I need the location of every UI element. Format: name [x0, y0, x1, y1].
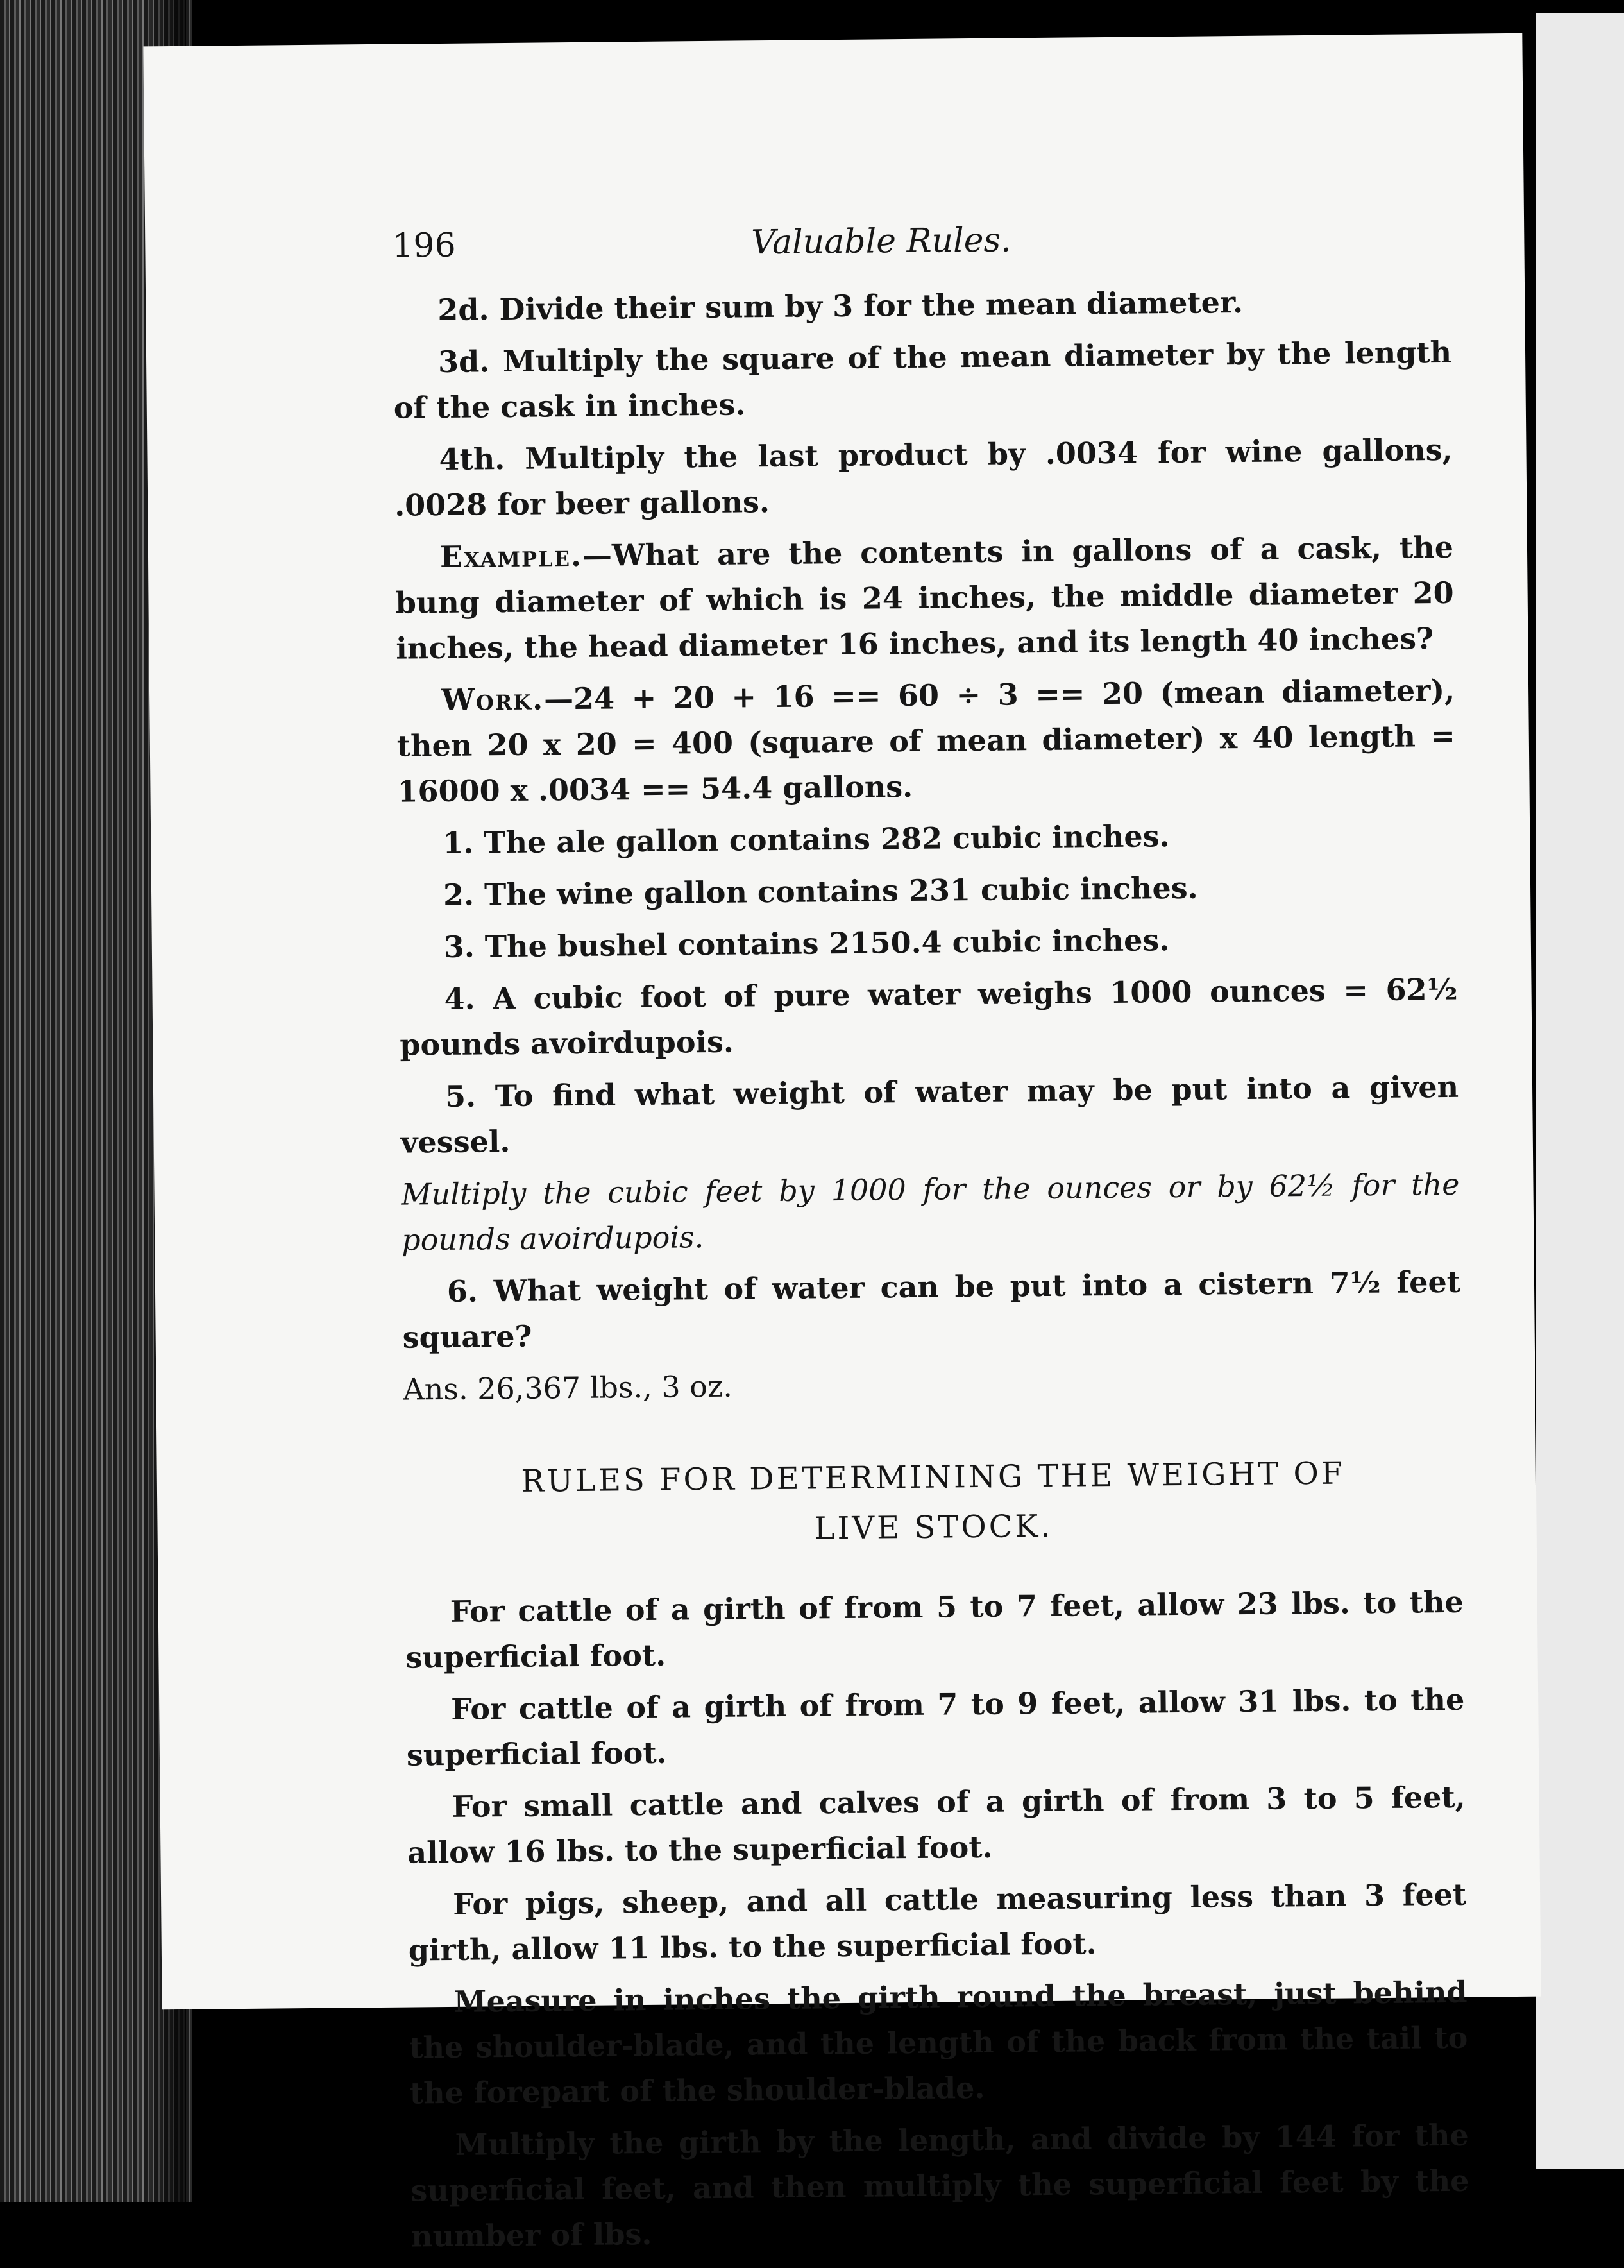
fact-item-5-rule: Multiply the cubic feet by 1000 for the ounces or by 62½ for the pounds avoirdupois.	[401, 1166, 1460, 1258]
fact-item-4: 4. A cubic foot of pure water weighs 1000 ounces = 62½ pounds avoirdupois.	[400, 971, 1458, 1062]
livestock-paragraph-1: For cattle of a girth of from 5 to 7 feet, allow 23 lbs. to the superficial foot.	[405, 1584, 1464, 1675]
book-page	[143, 33, 1541, 2254]
section-heading-line-1: RULES FOR DETERMINING THE WEIGHT OF	[521, 1455, 1346, 1499]
facing-page-edge	[1536, 13, 1624, 2169]
page-body	[393, 278, 1470, 2266]
work-text: —24 + 20 + 16 == 60 ÷ 3 == 20 (mean diameter), then 20 x 20 = 400 (square of mean diameter) x 40 length = 16000 x .0034 == 54.4 gallons.	[396, 672, 1456, 809]
livestock-paragraph-6: Multiply the girth by the length, and divide by 144 for the superficial feet, and then multiply the superficial feet by the number of lbs.	[410, 2117, 1469, 2254]
fact-item-3: 3. The bushel contains 2150.4 cubic inches.	[443, 923, 1170, 964]
running-title: Valuable Rules.	[751, 221, 1012, 262]
rule-step-4th: 4th. Multiply the last product by .0034 for wine gallons, .0028 for beer gallons.	[394, 432, 1453, 523]
livestock-paragraph-3: For small cattle and calves of a girth of from 3 to 5 feet, allow 16 lbs. to the superficial foot.	[407, 1779, 1466, 1870]
section-heading-line-2: LIVE STOCK.	[814, 1508, 1053, 1547]
livestock-paragraph-5: Measure in inches the girth round the breast, just behind the shoulder-blade, and the length of the back from the tail to the forepart of the shoulder-blade.	[409, 1974, 1468, 2111]
fact-item-5: 5. To find what weight of water may be put into a given vessel.	[400, 1069, 1459, 1160]
work-paragraph	[396, 668, 1456, 815]
rule-step-2d: 2d. Divide their sum by 3 for the mean diameter.	[437, 284, 1244, 328]
livestock-paragraph-2: For cattle of a girth of from 7 to 9 feet, allow 31 lbs. to the superficial foot.	[406, 1682, 1465, 1773]
fact-item-6-answer: Ans. 26,367 lbs., 3 oz.	[403, 1368, 733, 1407]
example-paragraph	[395, 525, 1455, 672]
section-heading	[403, 1447, 1462, 1558]
work-label: Work.	[441, 681, 545, 717]
page-number: 196	[392, 226, 456, 266]
fact-item-1: 1. The ale gallon contains 282 cubic inches.	[443, 819, 1170, 860]
rule-step-3d: 3d. Multiply the square of the mean diameter by the length of the cask in inches.	[393, 334, 1452, 425]
example-label: Example.	[439, 538, 583, 574]
example-text: —What are the contents in gallons of a cask, the bung diameter of which is 24 inches, the middle diameter 20 inches, the head diameter 16 inches, and its length 40 inches?	[395, 529, 1454, 666]
fact-item-2: 2. The wine gallon contains 231 cubic inches.	[443, 870, 1198, 912]
fact-item-6: 6. What weight of water can be put into a cistern 7½ feet square?	[402, 1264, 1461, 1355]
livestock-paragraph-4: For pigs, sheep, and all cattle measuring less than 3 feet girth, allow 11 lbs. to the superficial foot.	[408, 1877, 1467, 1968]
